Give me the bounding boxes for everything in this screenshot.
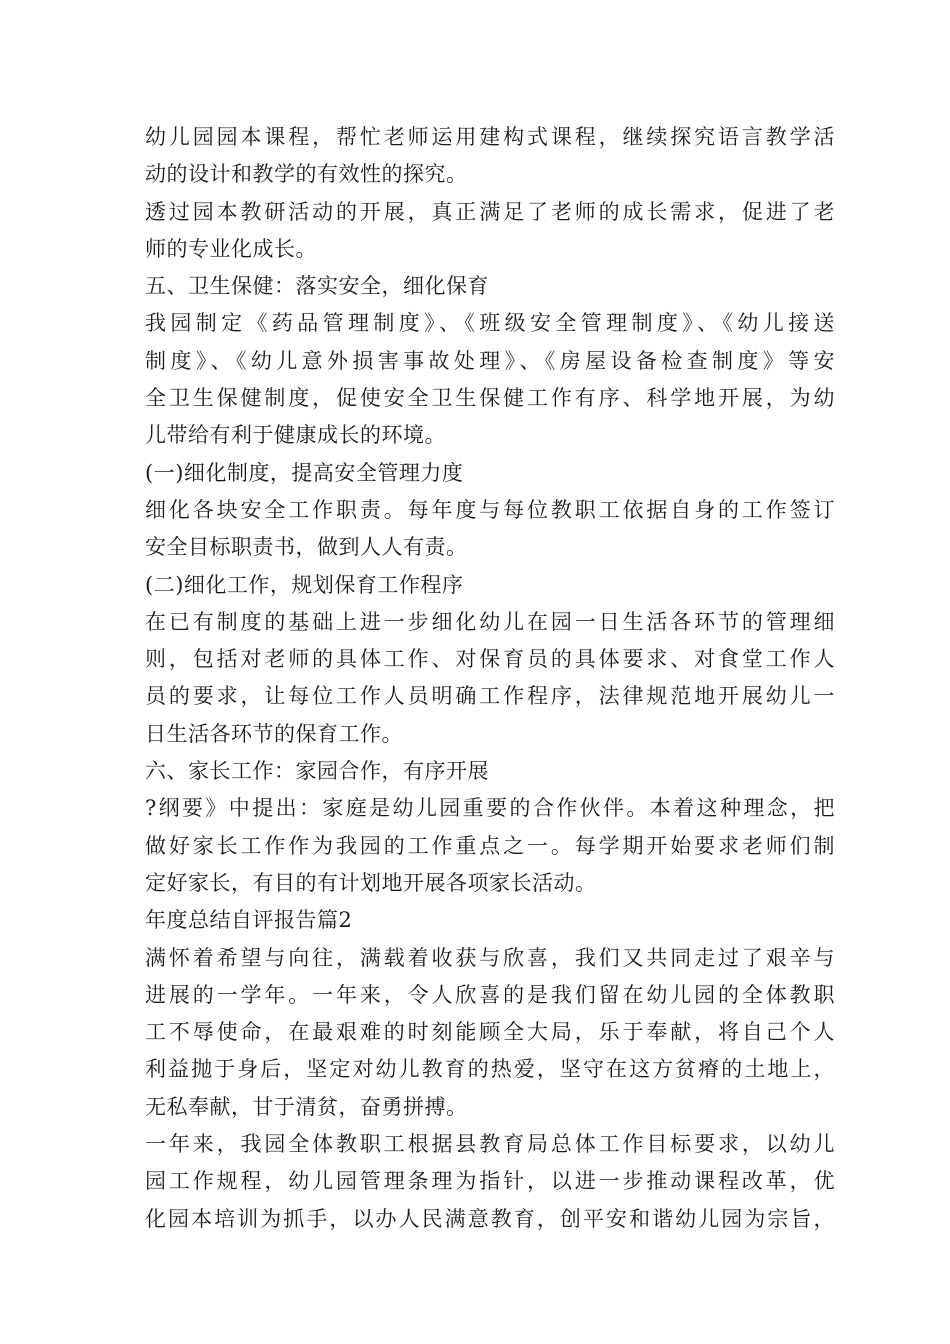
text-line: 化园本培训为抓手，以办人民满意教育，创平安和谐幼儿园为宗旨， — [145, 1206, 835, 1231]
text-line: 年度总结自评报告篇2 — [145, 908, 353, 933]
text-line: 六、家长工作：家园合作，有序开展 — [145, 759, 489, 784]
text-line: 定好家长，有目的有计划地开展各项家长活动。 — [145, 870, 597, 895]
text-line: 一年来，我园全体教职工根据县教育局总体工作目标要求，以幼儿 — [145, 1132, 835, 1157]
text-line: (二)细化工作，规划保育工作程序 — [145, 572, 464, 597]
text-line: 幼儿园园本课程，帮忙老师运用建构式课程，继续探究语言教学活 — [145, 125, 835, 149]
text-line: 无私奉献，甘于清贫，奋勇拼搏。 — [145, 1094, 468, 1119]
text-line: 则，包括对老师的具体工作、对保育员的具体要求、对食堂工作人 — [145, 647, 835, 672]
text-line: 细化各块安全工作职责。每年度与每位教职工依据自身的工作签订 — [145, 497, 835, 522]
text-line: 全卫生保健制度，促使安全卫生保健工作有序、科学地开展，为幼 — [145, 386, 835, 411]
text-line: 制度》、《幼儿意外损害事故处理》、《房屋设备检查制度》等安 — [145, 348, 835, 373]
text-line: 师的专业化成长。 — [145, 236, 317, 261]
text-line: 做好家长工作作为我园的工作重点之一。每学期开始要求老师们制 — [145, 833, 835, 858]
text-line: 工不辱使命，在最艰难的时刻能顾全大局，乐于奉献，将自己个人 — [145, 1020, 835, 1045]
text-line: 满怀着希望与向往，满载着收获与欣喜，我们又共同走过了艰辛与 — [145, 945, 835, 970]
text-line: 日生活各环节的保育工作。 — [145, 721, 403, 746]
text-line: 安全目标职责书，做到人人有责。 — [145, 535, 468, 560]
text-line: 儿带给有利于健康成长的环境。 — [145, 423, 446, 448]
text-line: 透过园本教研活动的开展，真正满足了老师的成长需求，促进了老 — [145, 199, 835, 224]
text-line: ?纲要》中提出：家庭是幼儿园重要的合作伙伴。本着这种理念，把 — [145, 796, 835, 821]
text-line: 我园制定《药品管理制度》、《班级安全管理制度》、《幼儿接送 — [145, 311, 835, 336]
text-line: 员的要求，让每位工作人员明确工作程序，法律规范地开展幼儿一 — [145, 684, 835, 709]
text-line: 利益抛于身后，坚定对幼儿教育的热爱，坚守在这方贫瘠的土地上， — [145, 1057, 835, 1082]
text-line: 园工作规程，幼儿园管理条理为指针，以进一步推动课程改革，优 — [145, 1169, 835, 1194]
text-line: 五、卫生保健：落实安全，细化保育 — [145, 274, 489, 299]
text-line: 在已有制度的基础上进一步细化幼儿在园一日生活各环节的管理细 — [145, 609, 835, 634]
document-body — [145, 119, 835, 1238]
text-line: (一)细化制度，提高安全管理力度 — [145, 460, 464, 485]
text-line: 动的设计和教学的有效性的探究。 — [145, 162, 468, 187]
text-line: 进展的一学年。一年来，令人欣喜的是我们留在幼儿园的全体教职 — [145, 982, 835, 1007]
